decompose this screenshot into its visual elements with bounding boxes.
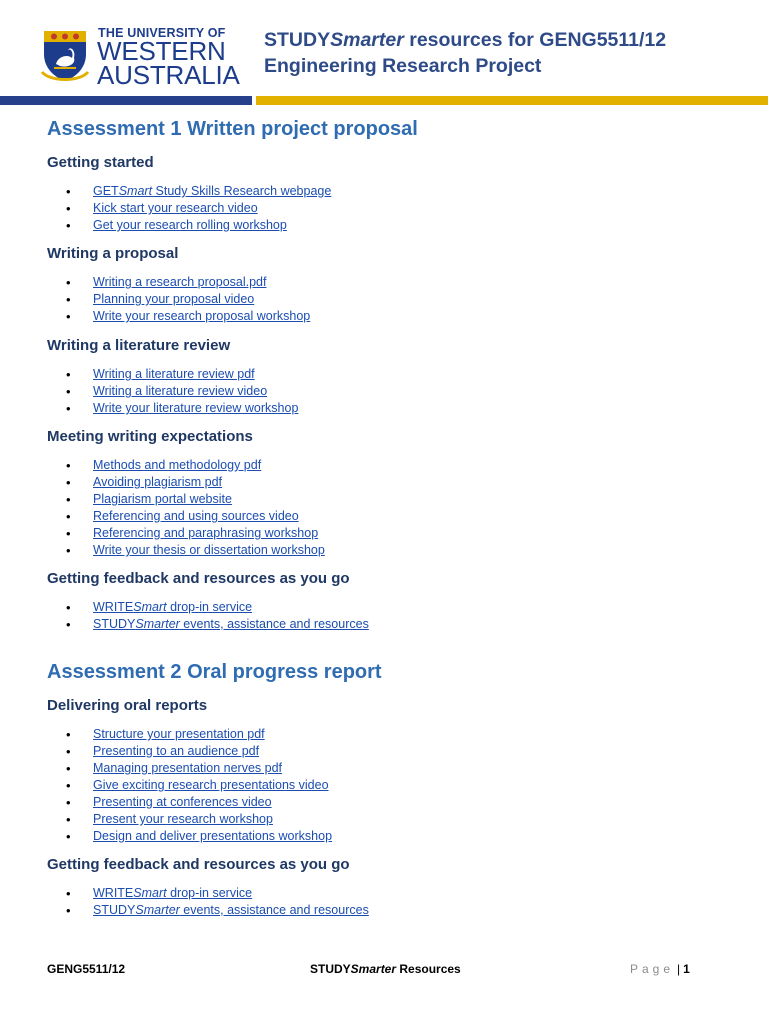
header-gold-bar — [256, 96, 768, 105]
document-title-line2: Engineering Research Project — [264, 55, 542, 77]
resource-link[interactable]: Writing a literature review video — [93, 384, 268, 398]
section-heading: Writing a proposal — [47, 245, 179, 262]
resource-link[interactable]: Structure your presentation pdf — [93, 727, 265, 741]
page-footer — [0, 962, 768, 982]
resource-link[interactable]: STUDYSmarter events, assistance and resources — [93, 903, 369, 917]
resource-link[interactable]: Plagiarism portal website — [93, 492, 232, 506]
resource-link[interactable]: Referencing and using sources video — [93, 509, 299, 523]
list-item — [66, 616, 369, 633]
section-heading: Getting feedback and resources as you go — [47, 856, 350, 873]
list-item — [66, 457, 325, 474]
list-item — [66, 542, 325, 559]
page-header — [0, 0, 768, 106]
list-item — [66, 760, 332, 777]
list-item — [66, 902, 369, 919]
list-item — [66, 828, 332, 845]
list-item — [66, 525, 325, 542]
resource-link[interactable]: WRITESmart drop-in service — [93, 886, 253, 900]
link-list — [66, 599, 369, 633]
resource-link[interactable]: STUDYSmarter events, assistance and resources — [93, 617, 369, 631]
assessment1-title: Assessment 1 Written project proposal — [47, 118, 418, 140]
list-item — [66, 400, 298, 417]
list-item — [66, 183, 331, 200]
link-list — [66, 366, 298, 417]
list-item — [66, 777, 332, 794]
page-number: Page | 1 — [630, 962, 690, 976]
list-item — [66, 599, 369, 616]
list-item — [66, 794, 332, 811]
section-heading: Getting started — [47, 154, 154, 171]
section-heading: Meeting writing expectations — [47, 428, 253, 445]
resource-link[interactable]: Planning your proposal video — [93, 292, 255, 306]
university-name-line3: AUSTRALIA — [97, 60, 240, 90]
link-list — [66, 274, 310, 325]
document-title — [264, 27, 666, 79]
university-name-line1: THE UNIVERSITY OF — [98, 26, 226, 40]
list-item — [66, 508, 325, 525]
list-item — [66, 308, 310, 325]
resource-link[interactable]: Write your research proposal workshop — [93, 309, 311, 323]
list-item — [66, 366, 298, 383]
resource-link[interactable]: Present your research workshop — [93, 812, 273, 826]
section-heading: Delivering oral reports — [47, 697, 208, 714]
resource-link[interactable]: Writing a literature review pdf — [93, 367, 255, 381]
resource-link[interactable]: Managing presentation nerves pdf — [93, 761, 283, 775]
list-item — [66, 726, 332, 743]
resource-link[interactable]: Write your literature review workshop — [93, 401, 299, 415]
resource-link[interactable]: Referencing and paraphrasing workshop — [93, 526, 319, 540]
list-item — [66, 291, 310, 308]
resource-link[interactable]: Presenting to an audience pdf — [93, 744, 260, 758]
resource-link[interactable]: Writing a research proposal.pdf — [93, 275, 267, 289]
resource-link[interactable]: WRITESmart drop-in service — [93, 600, 253, 614]
resource-link[interactable]: GETSmart Study Skills Research webpage — [93, 184, 332, 198]
list-item — [66, 885, 369, 902]
header-blue-bar — [0, 96, 252, 105]
list-item — [66, 491, 325, 508]
list-item — [66, 383, 298, 400]
resource-link[interactable]: Avoiding plagiarism pdf — [93, 475, 223, 489]
resource-link[interactable]: Write your thesis or dissertation workshop — [93, 543, 325, 557]
resource-link[interactable]: Give exciting research presentations video — [93, 778, 329, 792]
assessment2-title: Assessment 2 Oral progress report — [47, 661, 382, 683]
resource-link[interactable]: Kick start your research video — [93, 201, 258, 215]
list-item — [66, 274, 310, 291]
list-item — [66, 200, 331, 217]
university-name-line2: WESTERN — [97, 36, 226, 66]
resource-link[interactable]: Design and deliver presentations workshop — [93, 829, 333, 843]
list-item — [66, 811, 332, 828]
section-heading: Writing a literature review — [47, 337, 231, 354]
link-list — [66, 457, 325, 559]
uwa-crest-icon — [40, 28, 90, 82]
footer-title: STUDYSmarter Resources — [310, 962, 461, 976]
document-title-line1: STUDYSmarter resources for GENG5511/12 — [264, 29, 667, 51]
list-item — [66, 217, 331, 234]
footer-course-code: GENG5511/12 — [47, 962, 126, 976]
resource-link[interactable]: Methods and methodology pdf — [93, 458, 262, 472]
section-heading: Getting feedback and resources as you go — [47, 570, 350, 587]
resource-link[interactable]: Get your research rolling workshop — [93, 218, 287, 232]
uwa-logo[interactable] — [40, 26, 240, 90]
link-list — [66, 885, 369, 919]
list-item — [66, 743, 332, 760]
link-list — [66, 183, 331, 234]
resource-link[interactable]: Presenting at conferences video — [93, 795, 272, 809]
list-item — [66, 474, 325, 491]
link-list — [66, 726, 332, 845]
